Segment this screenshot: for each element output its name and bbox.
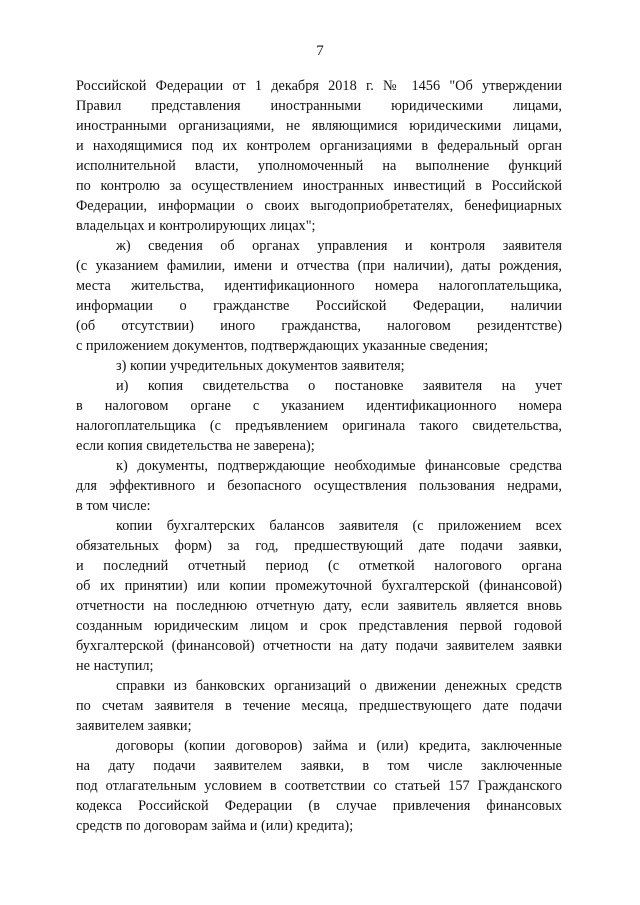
paragraph — [76, 456, 562, 516]
text-line: ж) сведения об органах управления и контроля заявителя — [116, 238, 562, 254]
text-line: (об отсутствии) иного гражданства, налоговом резидентстве) — [76, 318, 562, 334]
text-line: копии бухгалтерских балансов заявителя (с приложением всех — [116, 518, 562, 534]
paragraph — [76, 676, 562, 736]
paragraph — [76, 76, 562, 236]
text-line: об их принятии) или копии промежуточной бухгалтерской (финансовой) — [76, 578, 562, 594]
text-line: з) копии учредительных документов заявителя; — [116, 358, 405, 374]
text-line: бухгалтерской (финансовой) отчетности на дату подачи заявителем заявки — [76, 638, 562, 654]
text-line: Федерации, информации о своих выгодоприобретателях, бенефициарных — [76, 198, 562, 214]
text-line: иностранными организациями, не являющимися юридическими лицами, — [76, 118, 562, 134]
text-line: на дату подачи заявителем заявки, в том числе заключенные — [76, 758, 562, 774]
text-line: обязательных форм) за год, предшествующий дате подачи заявки, — [76, 538, 562, 554]
text-line: с приложением документов, подтверждающих указанные сведения; — [76, 338, 489, 354]
text-line: кодекса Российской Федерации (в случае привлечения финансовых — [76, 798, 562, 814]
paragraph — [76, 236, 562, 356]
text-line: места жительства, идентификационного номера налогоплательщика, — [76, 278, 562, 294]
text-line: и находящимися под их контролем организациями в федеральный орган — [76, 138, 562, 154]
paragraph — [76, 376, 562, 456]
document-body — [76, 76, 562, 836]
text-line: отчетности на последнюю отчетную дату, если заявитель является вновь — [76, 598, 562, 614]
text-line: Правил представления иностранными юридическими лицами, — [76, 98, 562, 114]
page-number: 7 — [316, 43, 324, 59]
text-line: налогоплательщика (с предъявлением оригинала такого свидетельства, — [76, 418, 562, 434]
text-line: в том числе: — [76, 498, 151, 514]
paragraph — [76, 516, 562, 676]
text-line: под отлагательным условием в соответствии со статьей 157 Гражданского — [76, 778, 562, 794]
text-line: заявителем заявки; — [76, 718, 192, 734]
paragraph — [76, 736, 562, 836]
text-line: по счетам заявителя в течение месяца, предшествующего дате подачи — [76, 698, 562, 714]
text-line: и) копия свидетельства о постановке заявителя на учет — [116, 378, 562, 394]
text-line: Российской Федерации от 1 декабря 2018 г. № 1456 "Об утверждении — [76, 78, 562, 94]
text-line: не наступил; — [76, 658, 154, 674]
text-line: договоры (копии договоров) займа и (или) кредита, заключенные — [116, 738, 562, 754]
text-line: владельцах и контролирующих лицах"; — [76, 218, 316, 234]
text-line: исполнительной власти, уполномоченный на выполнение функций — [76, 158, 562, 174]
text-line: информации о гражданстве Российской Федерации, наличии — [76, 298, 562, 314]
text-line: в налоговом органе с указанием идентификационного номера — [76, 398, 562, 414]
text-line: средств по договорам займа и (или) кредита); — [76, 818, 354, 834]
text-line: для эффективного и безопасного осуществления пользования недрами, — [76, 478, 562, 494]
text-line: справки из банковских организаций о движении денежных средств — [116, 678, 562, 694]
text-line: к) документы, подтверждающие необходимые финансовые средства — [116, 458, 562, 474]
text-line: (с указанием фамилии, имени и отчества (при наличии), даты рождения, — [76, 258, 562, 274]
text-line: созданным юридическим лицом и срок представления первой годовой — [76, 618, 562, 634]
text-line: по контролю за осуществлением иностранных инвестиций в Российской — [76, 178, 562, 194]
paragraph — [76, 356, 562, 376]
text-line: если копия свидетельства не заверена); — [76, 438, 315, 454]
text-line: и последний отчетный период (с отметкой налогового органа — [76, 558, 562, 574]
